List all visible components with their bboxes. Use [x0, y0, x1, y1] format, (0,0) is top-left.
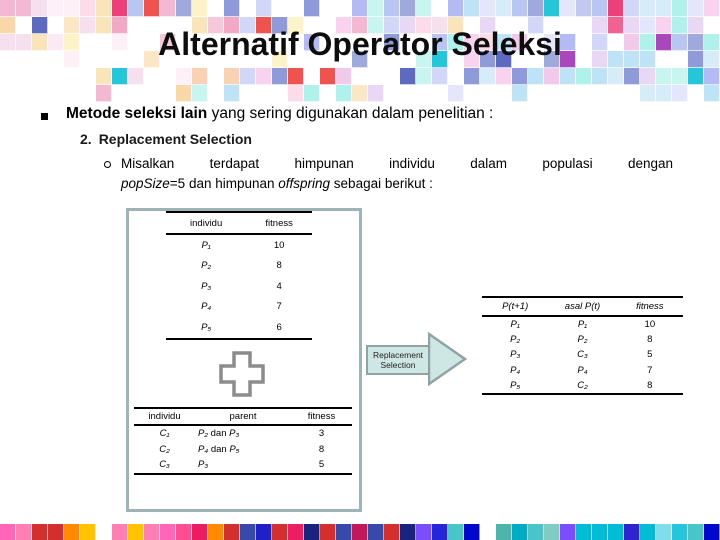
column-header: fitness — [265, 217, 293, 229]
mosaic-tile — [512, 85, 528, 102]
square-bullet-icon — [41, 113, 48, 120]
strip-tile — [112, 524, 128, 540]
mosaic-tile — [16, 68, 32, 85]
strip-tile — [208, 524, 224, 540]
mosaic-tile — [112, 85, 128, 102]
mosaic-tile — [688, 68, 704, 85]
table-cell: P₃ — [198, 459, 209, 471]
mosaic-tile — [96, 0, 112, 17]
mosaic-tile — [48, 85, 64, 102]
mosaic-tile — [240, 0, 256, 17]
mosaic-tile — [64, 68, 80, 85]
mosaic-tile — [608, 85, 624, 102]
mosaic-tile — [672, 0, 688, 17]
mosaic-tile — [464, 85, 480, 102]
mosaic-tile — [0, 85, 16, 102]
strip-tile — [528, 524, 544, 540]
strip-tile — [608, 524, 624, 540]
mosaic-tile — [640, 85, 656, 102]
mosaic-tile — [656, 85, 672, 102]
mosaic-tile — [704, 68, 720, 85]
mosaic-tile — [160, 0, 176, 17]
strip-tile — [176, 524, 192, 540]
mosaic-tile — [480, 68, 496, 85]
mosaic-tile — [256, 0, 272, 17]
strip-tile — [400, 524, 416, 540]
column-header: fitness — [307, 411, 336, 422]
mosaic-tile — [64, 85, 80, 102]
table-row — [134, 425, 352, 442]
table-row — [134, 442, 352, 458]
popsize-italic: popSize — [121, 176, 170, 191]
mosaic-tile — [32, 85, 48, 102]
mosaic-tile — [192, 0, 208, 17]
table-row — [166, 256, 312, 277]
mosaic-tile — [624, 0, 640, 17]
mosaic-tile — [688, 0, 704, 17]
mosaic-tile — [192, 85, 208, 102]
table-cell: 10 — [273, 239, 285, 251]
mosaic-tile — [128, 0, 144, 17]
mosaic-tile — [320, 85, 336, 102]
table-cell: P₅ — [510, 379, 521, 391]
table-cell: 7 — [647, 364, 653, 376]
strip-tile — [32, 524, 48, 540]
mosaic-tile — [288, 0, 304, 17]
mosaic-tile — [224, 0, 240, 17]
mosaic-tile — [352, 0, 368, 17]
mosaic-tile — [208, 68, 224, 85]
bullet-text-rest: yang sering digunakan dalam penelitian : — [207, 105, 494, 122]
table-cell: 7 — [276, 301, 282, 313]
mosaic-tile — [0, 68, 16, 85]
column-header: individu — [190, 217, 223, 229]
table-cell: C₂ — [577, 379, 588, 391]
mosaic-tile — [80, 0, 96, 17]
mosaic-tile — [496, 0, 512, 17]
mosaic-tile — [272, 68, 288, 85]
table-row — [482, 347, 683, 362]
strip-tile — [624, 524, 640, 540]
mosaic-tile — [592, 85, 608, 102]
mosaic-tile — [352, 68, 368, 85]
mosaic-tile — [80, 85, 96, 102]
strip-tile — [432, 524, 448, 540]
strip-tile — [96, 524, 112, 540]
strip-tile — [320, 524, 336, 540]
mosaic-tile — [336, 0, 352, 17]
mosaic-tile — [544, 0, 560, 17]
mosaic-tile — [336, 68, 352, 85]
table-row — [482, 363, 683, 378]
mosaic-tile — [464, 68, 480, 85]
table-header-row — [482, 297, 683, 316]
column-header: individu — [148, 411, 181, 422]
mosaic-tile — [192, 68, 208, 85]
mosaic-tile — [688, 85, 704, 102]
table-cell: P₂ dan P₃ — [198, 428, 240, 440]
mosaic-tile — [368, 68, 384, 85]
table-cell: 8 — [276, 260, 282, 272]
table-cell: P₄ — [577, 364, 588, 376]
table-cell: 8 — [647, 334, 653, 346]
table-header-row — [134, 408, 352, 425]
strip-tile — [272, 524, 288, 540]
bullet-text-bold: Metode seleksi lain — [66, 105, 208, 122]
mosaic-tile — [560, 0, 576, 17]
mosaic-tile — [336, 85, 352, 102]
item-label: Replacement Selection — [98, 131, 252, 147]
strip-tile — [416, 524, 432, 540]
callout-line1: Replacement — [372, 350, 424, 360]
mosaic-tile — [432, 85, 448, 102]
population-fitness-table — [166, 211, 312, 340]
column-header: asal P(t) — [564, 301, 601, 312]
mosaic-tile — [624, 85, 640, 102]
strip-tile — [144, 524, 160, 540]
strip-tile — [576, 524, 592, 540]
table-header-row — [166, 212, 312, 234]
table-cell: P₁ — [201, 239, 211, 251]
strip-tile — [688, 524, 704, 540]
table-cell: C₃ — [577, 349, 588, 361]
mosaic-tile — [128, 85, 144, 102]
table-cell: P₂ — [201, 260, 212, 272]
table-cell: 3 — [318, 428, 325, 440]
plus-combination-icon — [218, 350, 266, 398]
mosaic-tile — [576, 68, 592, 85]
mosaic-tile — [544, 68, 560, 85]
mosaic-tile — [560, 68, 576, 85]
table-cell: P₂ — [510, 334, 521, 346]
strip-tile — [640, 524, 656, 540]
mosaic-tile — [672, 68, 688, 85]
slide-title: Alternatif Operator Seleksi — [158, 26, 562, 62]
strip-tile — [544, 524, 560, 540]
mosaic-tile — [208, 85, 224, 102]
mosaic-tile — [304, 68, 320, 85]
mosaic-tile — [640, 68, 656, 85]
table-row — [166, 276, 312, 297]
mosaic-tile — [32, 0, 48, 17]
mosaic-tile — [400, 68, 416, 85]
strip-tile — [704, 524, 720, 540]
table-cell: P₄ dan P₅ — [198, 443, 240, 455]
mosaic-tile — [176, 85, 192, 102]
mosaic-tile — [16, 85, 32, 102]
mosaic-tile — [496, 68, 512, 85]
strip-tile — [0, 524, 16, 540]
mosaic-tile — [256, 85, 272, 102]
mosaic-tile — [96, 68, 112, 85]
table-cell: P₄ — [510, 364, 521, 376]
mosaic-tile — [288, 68, 304, 85]
mosaic-tile — [480, 0, 496, 17]
mosaic-tile — [16, 0, 32, 17]
strip-tile — [480, 524, 496, 540]
mosaic-tile — [416, 68, 432, 85]
mosaic-tile — [304, 0, 320, 17]
mosaic-tile — [576, 0, 592, 17]
right-arrow-icon — [428, 331, 468, 387]
strip-tile — [496, 524, 512, 540]
mosaic-tile — [160, 68, 176, 85]
mosaic-tile — [624, 68, 640, 85]
table-cell: 8 — [318, 443, 325, 455]
mosaic-tile — [656, 68, 672, 85]
mosaic-tile — [224, 85, 240, 102]
line2-end: sebagai berikut : — [330, 176, 433, 191]
mosaic-tile — [608, 0, 624, 17]
table-cell: P₃ — [510, 349, 521, 361]
replacement-selection-callout — [366, 345, 430, 375]
mosaic-tile — [592, 68, 608, 85]
strip-tile — [48, 524, 64, 540]
numbered-item — [80, 131, 252, 147]
table-cell: P₅ — [201, 321, 212, 333]
table-cell: P₃ — [201, 280, 212, 292]
mosaic-tile — [496, 85, 512, 102]
line2-mid: =5 dan himpunan — [169, 176, 279, 191]
mosaic-tile — [464, 0, 480, 17]
mosaic-tile — [112, 68, 128, 85]
strip-tile — [336, 524, 352, 540]
table-row — [166, 297, 312, 318]
strip-tile — [64, 524, 80, 540]
mosaic-tile — [544, 85, 560, 102]
strip-tile — [560, 524, 576, 540]
mosaic-tile — [448, 0, 464, 17]
mosaic-tile — [176, 68, 192, 85]
table-row — [166, 234, 312, 256]
mosaic-tile — [528, 85, 544, 102]
mosaic-tile — [512, 0, 528, 17]
mosaic-tile — [704, 0, 720, 17]
table-cell: C₃ — [159, 459, 170, 471]
mosaic-tile — [208, 0, 224, 17]
item-number: 2. — [80, 131, 92, 147]
mosaic-tile — [240, 68, 256, 85]
mosaic-tile — [704, 85, 720, 102]
strip-tile — [288, 524, 304, 540]
strip-tile — [160, 524, 176, 540]
strip-tile — [192, 524, 208, 540]
strip-tile — [464, 524, 480, 540]
strip-tile — [128, 524, 144, 540]
mosaic-tile — [64, 0, 80, 17]
mosaic-tile — [576, 85, 592, 102]
mosaic-tile — [448, 68, 464, 85]
offspring-italic: offspring — [278, 176, 331, 191]
sub-bullet-line1: Misalkan terdapat himpunan individu dalam populasi dengan — [121, 156, 673, 171]
table-row — [482, 332, 683, 347]
table-cell: 4 — [276, 280, 282, 292]
table-cell: 5 — [318, 459, 325, 471]
mosaic-tile — [0, 0, 16, 17]
strip-tile — [448, 524, 464, 540]
column-header: parent — [229, 411, 257, 422]
mosaic-tile — [384, 68, 400, 85]
strip-tile — [16, 524, 32, 540]
mosaic-tile — [416, 85, 432, 102]
mosaic-tile — [656, 0, 672, 17]
mosaic-tile — [352, 85, 368, 102]
mosaic-tile — [144, 85, 160, 102]
column-header: P(t+1) — [502, 301, 529, 312]
mosaic-tile — [480, 85, 496, 102]
mosaic-tile — [240, 85, 256, 102]
mosaic-tile — [528, 0, 544, 17]
mosaic-tile — [96, 85, 112, 102]
mosaic-tile — [640, 0, 656, 17]
strip-tile — [240, 524, 256, 540]
table-cell: 8 — [647, 379, 653, 391]
offspring-parent-table — [134, 407, 352, 475]
mosaic-tile — [272, 85, 288, 102]
table-row — [482, 316, 683, 332]
table-cell: P₄ — [201, 301, 212, 313]
circle-bullet-icon — [104, 161, 111, 168]
table-row — [134, 457, 352, 474]
mosaic-tile — [384, 85, 400, 102]
strip-tile — [80, 524, 96, 540]
mosaic-tile — [400, 85, 416, 102]
strip-tile — [304, 524, 320, 540]
mosaic-tile — [128, 68, 144, 85]
mosaic-tile — [608, 68, 624, 85]
mosaic-tile — [304, 85, 320, 102]
mosaic-tile — [48, 68, 64, 85]
strip-tile — [384, 524, 400, 540]
table-cell: 10 — [644, 319, 656, 331]
strip-tile — [224, 524, 240, 540]
mosaic-tile — [160, 85, 176, 102]
strip-tile — [672, 524, 688, 540]
sub-bullet-line2 — [121, 176, 673, 191]
strip-tile — [368, 524, 384, 540]
mosaic-tile — [288, 85, 304, 102]
mosaic-tile — [256, 68, 272, 85]
mosaic-tile — [320, 68, 336, 85]
mosaic-tile — [672, 85, 688, 102]
mosaic-tile — [112, 0, 128, 17]
mosaic-tile — [416, 0, 432, 17]
mosaic-tile — [400, 0, 416, 17]
callout-line2: Selection — [380, 360, 416, 370]
mosaic-tile — [560, 85, 576, 102]
strip-tile — [512, 524, 528, 540]
strip-tile — [656, 524, 672, 540]
strip-tile — [352, 524, 368, 540]
mosaic-tile — [368, 85, 384, 102]
table-cell: C₁ — [159, 428, 170, 440]
mosaic-tile — [448, 85, 464, 102]
table-cell: C₂ — [159, 443, 170, 455]
mosaic-tile — [48, 0, 64, 17]
mosaic-tile — [144, 68, 160, 85]
table-cell: 6 — [276, 321, 282, 333]
footer-color-strip-decoration — [0, 524, 720, 540]
mosaic-tile — [528, 68, 544, 85]
mosaic-tile — [320, 0, 336, 17]
mosaic-tile — [224, 68, 240, 85]
mosaic-tile — [432, 68, 448, 85]
strip-tile — [256, 524, 272, 540]
mosaic-tile — [272, 0, 288, 17]
mosaic-tile — [512, 68, 528, 85]
bullet-line — [66, 105, 686, 123]
mosaic-tile — [176, 0, 192, 17]
next-generation-table — [482, 296, 683, 395]
mosaic-tile — [368, 0, 384, 17]
mosaic-tile — [384, 0, 400, 17]
mosaic-tile — [592, 0, 608, 17]
table-cell: P₁ — [577, 319, 588, 331]
table-cell: 5 — [647, 349, 653, 361]
mosaic-tile — [432, 0, 448, 17]
column-header: fitness — [636, 301, 664, 312]
strip-tile — [592, 524, 608, 540]
table-row — [482, 378, 683, 394]
table-row — [166, 317, 312, 339]
table-cell: P₂ — [577, 334, 588, 346]
mosaic-tile — [144, 0, 160, 17]
mosaic-tile — [80, 68, 96, 85]
mosaic-tile — [32, 68, 48, 85]
table-cell: P₁ — [510, 319, 520, 331]
